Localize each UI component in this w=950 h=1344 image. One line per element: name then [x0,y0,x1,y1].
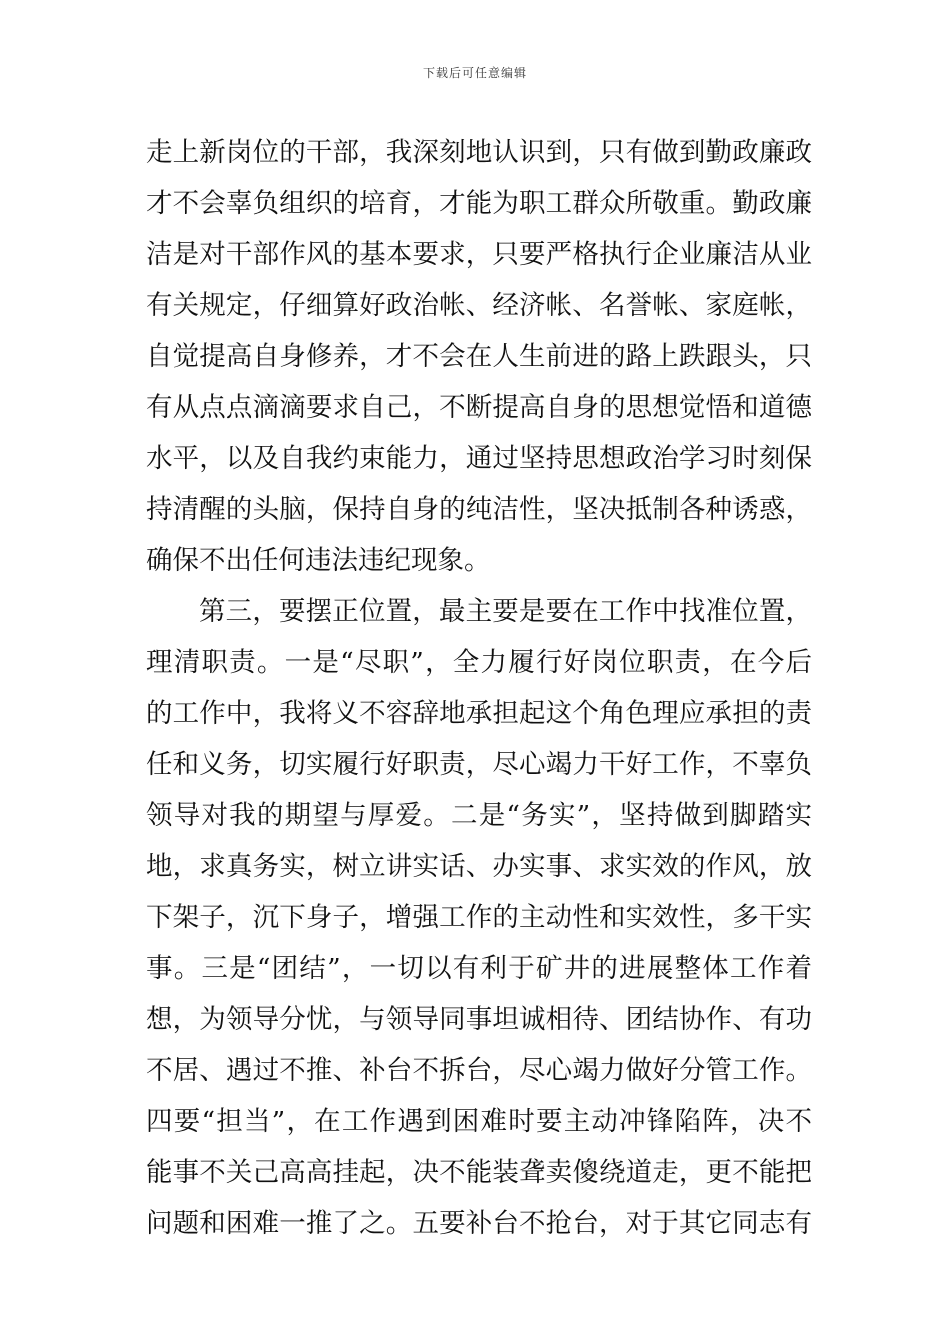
text-line: 不居、遇过不推、补台不拆台，尽心竭力做好分管工作。 [146,1055,812,1086]
paragraph-end-line: 确保不出任何违法违纪现象。 [146,545,491,576]
text-line: 有关规定，仔细算好政治帐、经济帐、名誉帐、家庭帐， [146,290,812,321]
text-line: 地，求真务实，树立讲实话、办实事、求实效的作风，放 [146,851,812,882]
text-line: 领导对我的期望与厚爱。二是“务实”，坚持做到脚踏实 [146,800,812,831]
text-line: 下架子，沉下身子，增强工作的主动性和实效性，多干实 [146,902,812,933]
text-line: 任和义务，切实履行好职责，尽心竭力干好工作，不辜负 [146,749,812,780]
text-line: 自觉提高自身修养，才不会在人生前进的路上跌跟头，只 [146,341,812,372]
paragraph-start-line: 第三，要摆正位置，最主要是要在工作中找准位置， [199,596,812,627]
text-line: 四要“担当”，在工作遇到困难时要主动冲锋陷阵，决不 [146,1106,812,1137]
text-line: 持清醒的头脑，保持自身的纯洁性，坚决抵制各种诱惑， [146,494,812,525]
text-line: 事。三是“团结”，一切以有利于矿井的进展整体工作着 [146,953,812,984]
text-line: 走上新岗位的干部，我深刻地认识到，只有做到勤政廉政 [146,137,812,168]
text-line: 能事不关己高高挂起，决不能装聋卖傻绕道走，更不能把 [146,1157,812,1188]
text-line: 想，为领导分忧，与领导同事坦诚相待、团结协作、有功 [146,1004,812,1035]
text-line: 水平，以及自我约束能力，通过坚持思想政治学习时刻保 [146,443,812,474]
page-header: 下载后可任意编辑 [422,66,527,80]
text-line: 的工作中，我将义不容辞地承担起这个角色理应承担的责 [146,698,812,729]
text-line: 理清职责。一是“尽职”，全力履行好岗位职责，在今后 [146,647,812,678]
text-line: 有从点点滴滴要求自己，不断提高自身的思想觉悟和道德 [146,392,812,423]
text-line: 才不会辜负组织的培育，才能为职工群众所敬重。勤政廉 [146,188,812,219]
text-line: 洁是对干部作风的基本要求，只要严格执行企业廉洁从业 [146,239,812,270]
body-text [146,127,812,1249]
text-line: 问题和困难一推了之。五要补台不抢台，对于其它同志有 [146,1208,812,1239]
